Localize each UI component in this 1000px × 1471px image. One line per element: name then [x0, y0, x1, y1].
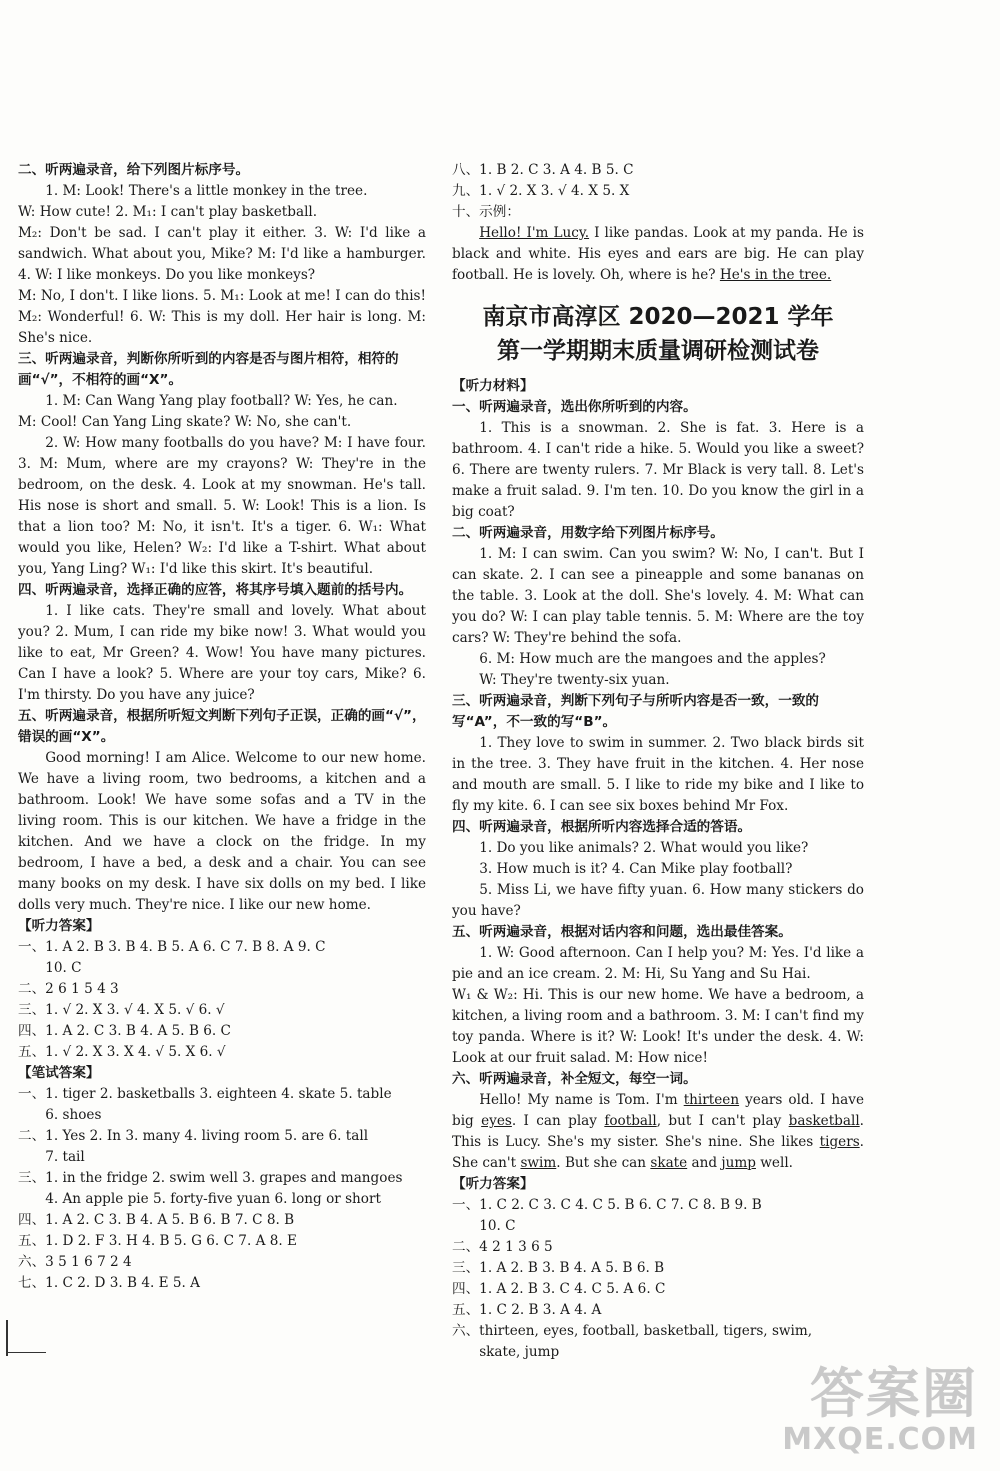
text-line: 1. This is a snowman. 2. She is fat. 3. Here is a bathroom. 4. I can't ride a hike. 5. Would you like a sweet? 6. There are twenty rulers. 7. Mr Black is very tall. 8. Let's make a fruit salad. 9. I'm ten. 10. Do you know the girl in a big coat?	[452, 420, 864, 520]
text-line: 五、1. C 2. B 3. A 4. A	[452, 1302, 602, 1318]
text-line: 七、1. C 2. D 3. B 4. E 5. A	[18, 1275, 200, 1291]
section-heading: 三、听两遍录音，判断你所听到的内容是否与图片相符，相符的画“√”，不相符的画“X”。	[18, 351, 399, 388]
example-underline-2: He's in the tree.	[719, 267, 832, 283]
text-line: skate, jump	[479, 1344, 560, 1360]
text-line: 1. I like cats. They're small and lovely. What about you? 2. Mum, I can ride my bike now! 3. What would you like to eat, Mr Green? 4. Wow! You have many pictures. Can I have a look? 5. Where are your toy cars, Mike? 6. I'm thirsty. Do you have any juice?	[18, 603, 426, 703]
text-line: W₁ & W₂: Hi. This is our new home. We have a bedroom, a kitchen, a living room and a bathroom. 3. M: I can't find my toy panda. Where is it? W: Look! It's under the desk. 4. W: Look at our fruit salad. M: How nice!	[452, 987, 864, 1066]
text-line: 三、1. √ 2. X 3. √ 4. X 5. √ 6. √	[18, 1002, 225, 1018]
section-heading: 【听力材料】	[452, 378, 534, 394]
text-line: 6. M: How much are the mangoes and the apples?	[479, 651, 826, 667]
exam-title-line-1: 南京市高淳区 2020—2021 学年	[482, 304, 834, 330]
cloze-answer: skate	[650, 1155, 688, 1171]
cloze-answer: football	[604, 1113, 657, 1129]
text-line: 四、1. A 2. C 3. B 4. A 5. B 6. B 7. C 8. B	[18, 1212, 295, 1228]
cloze-text: . I can play	[511, 1113, 605, 1129]
example-underline-1: Hello! I'm Lucy.	[479, 225, 590, 241]
text-line: 五、1. D 2. F 3. H 4. B 5. G 6. C 7. A 8. E	[18, 1233, 297, 1249]
cloze-text: well.	[755, 1155, 793, 1171]
watermark-logo-text: 答案圈	[810, 1362, 978, 1425]
example-text: I like pandas. Look at my panda. He is black and white. His eyes and ears are big. He can play football. He is lovely. Oh, where is he?	[452, 225, 864, 283]
text-line: 1. They love to swim in summer. 2. Two black birds sit in the tree. 3. They have fruit in the kitchen. 4. Her nose and mouth are small. 5. I like to ride my bike and I like to fly my kite. 6. I can see six boxes behind Mr Fox.	[452, 735, 864, 814]
text-line: 1. M: Look! There's a little monkey in the tree.	[45, 183, 368, 199]
text-line: 二、4 2 1 3 6 5	[452, 1239, 553, 1255]
cloze-text: and	[687, 1155, 722, 1171]
text-line: 一、1. tiger 2. basketballs 3. eighteen 4. skate 5. table	[18, 1086, 392, 1102]
text-line: 六、thirteen, eyes, football, basketball, tigers, swim,	[452, 1323, 813, 1339]
section-heading: 三、听两遍录音，判断下列句子与所听内容是否一致，一致的写“A”，不一致的写“B”。	[452, 693, 820, 730]
section-heading: 【笔试答案】	[18, 1065, 100, 1081]
section-heading: 四、听两遍录音，选择正确的应答，将其序号填入题前的括号内。	[18, 582, 413, 598]
text-line: 4. An apple pie 5. forty-five yuan 6. long or short	[45, 1191, 381, 1207]
text-line: 三、1. A 2. B 3. B 4. A 5. B 6. B	[452, 1260, 665, 1276]
text-line: 1. M: I can swim. Can you swim? W: No, I can't. But I can skate. 2. I can see a pineapple and some bananas on the table. 3. Look at the doll. She's lovely. 4. M: What can you do? W: I can play table tennis. 5. M: Where are the toy cars? W: They're behind the sofa.	[452, 546, 864, 646]
section-heading: 二、听两遍录音，用数字给下列图片标序号。	[452, 525, 724, 541]
cloze-text: . This is Lucy. She's my sister. She's nine. She likes	[452, 1113, 864, 1150]
text-line: 十、示例：	[452, 204, 520, 220]
text-line: 1. Do you like animals? 2. What would you like?	[479, 840, 809, 856]
cloze-answer: tigers	[819, 1134, 860, 1150]
text-line: 5. Miss Li, we have fifty yuan. 6. How many stickers do you have?	[452, 882, 864, 919]
text-line: 五、1. √ 2. X 3. X 4. √ 5. X 6. √	[18, 1044, 226, 1060]
example-paragraph	[452, 223, 864, 286]
section-heading: 四、听两遍录音，根据所听内容选择合适的答语。	[452, 819, 752, 835]
cloze-answer: jump	[721, 1155, 756, 1171]
section-heading: 六、听两遍录音，补全短文，每空一词。	[452, 1071, 697, 1087]
left-column	[18, 160, 426, 1294]
cloze-answer: eyes	[481, 1113, 512, 1129]
text-line: 一、1. A 2. B 3. B 4. B 5. A 6. C 7. B 8. A 9. C	[18, 939, 326, 955]
text-line: 一、1. C 2. C 3. C 4. C 5. B 6. C 7. C 8. B 9. B	[452, 1197, 762, 1213]
cloze-text: , but I can't play	[656, 1113, 789, 1129]
text-line: 三、1. in the fridge 2. swim well 3. grapes and mangoes	[18, 1170, 403, 1186]
answers-continued	[452, 160, 864, 223]
cloze-answer: swim	[520, 1155, 557, 1171]
text-line: M₂: Don't be sad. I can't play it either. 3. W: I'd like a sandwich. What about you, Mike? M: I'd like a hamburger. 4. W: I like monkeys. Do you like monkeys?	[18, 225, 426, 283]
text-line: 1. M: Can Wang Yang play football? W: Yes, he can.	[45, 393, 398, 409]
text-line: 3. How much is it? 4. Can Mike play football?	[479, 861, 793, 877]
text-line: 六、3 5 1 6 7 2 4	[18, 1254, 132, 1270]
exam-title	[452, 300, 864, 368]
text-line: 2. W: How many footballs do you have? M: I have four. 3. M: Mum, where are my crayons? W: They're in the bedroom, on the desk. 4. Look at my snowman. He's tall. His nose is short and small. 5. W: Look! This is a lion. Is that a lion too? M: No, it isn't. It's a tiger. 6. W₁: What would you like, Helen? W₂: I'd like a T-shirt. What about you, Yang Ling? W₁: I'd like this skirt. It's beautiful.	[18, 435, 426, 577]
section-heading: 五、听两遍录音，根据所听短文判断下列句子正误，正确的画“√”，错误的画“X”。	[18, 708, 426, 745]
section-heading: 一、听两遍录音，选出你所听到的内容。	[452, 399, 697, 415]
right-column	[452, 160, 864, 1363]
section-heading: 二、听两遍录音，给下列图片标序号。	[18, 162, 250, 178]
text-line: M: No, I don't. I like lions. 5. M₁: Look at me! I can do this! M₂: Wonderful! 6. W: This is my doll. Her hair is long. M: She's nice.	[18, 288, 426, 346]
text-line: 四、1. A 2. B 3. C 4. C 5. A 6. C	[452, 1281, 666, 1297]
cloze-text: . She can't	[452, 1134, 864, 1171]
cloze-paragraph	[452, 1090, 864, 1174]
listening-answers	[452, 1174, 864, 1363]
text-line: 二、1. Yes 2. In 3. many 4. living room 5. are 6. tall	[18, 1128, 369, 1144]
text-line: 7. tail	[45, 1149, 85, 1165]
page-rule	[6, 1352, 46, 1353]
cloze-answer: thirteen	[683, 1092, 740, 1108]
exam-title-line-2: 第一学期期末质量调研检测试卷	[497, 338, 819, 364]
text-line: Good morning! I am Alice. Welcome to our new home. We have a living room, two bedrooms, a kitchen and a bathroom. Look! We have some sofas and a TV in the living room. This is our kitchen. We have a fridge in the kitchen. And we have a clock on the fridge. In my bedroom, I have a bed, a desk and a chair. You can see many books on my desk. I have six dolls on my bed. I like dolls very much. They're nice. I like our new home.	[18, 750, 426, 913]
text-line: 6. shoes	[45, 1107, 102, 1123]
text-line: 四、1. A 2. C 3. B 4. A 5. B 6. C	[18, 1023, 231, 1039]
cloze-text: . But she can	[556, 1155, 651, 1171]
text-line: 10. C	[479, 1218, 516, 1234]
cloze-text: years old. I have big	[452, 1092, 864, 1129]
text-line: 九、1. √ 2. X 3. √ 4. X 5. X	[452, 183, 630, 199]
cloze-text: Hello! My name is Tom. I'm	[479, 1092, 684, 1108]
text-line: 10. C	[45, 960, 82, 976]
watermark	[782, 1351, 978, 1457]
section-heading: 【听力答案】	[18, 918, 100, 934]
text-line: 1. W: Good afternoon. Can I help you? M: Yes. I'd like a pie and an ice cream. 2. M: Hi, Su Yang and Su Hai.	[452, 945, 864, 982]
text-line: 二、2 6 1 5 4 3	[18, 981, 119, 997]
cloze-answer: basketball	[788, 1113, 860, 1129]
watermark-url: MXQE.COM	[782, 1422, 978, 1457]
listening-material	[452, 376, 864, 1090]
margin-mark	[6, 1320, 8, 1356]
text-line: 八、1. B 2. C 3. A 4. B 5. C	[452, 162, 634, 178]
text-line: M: Cool! Can Yang Ling skate? W: No, she can't.	[18, 414, 352, 430]
text-line: W: They're twenty-six yuan.	[479, 672, 670, 688]
section-heading: 【听力答案】	[452, 1176, 534, 1192]
text-line: W: How cute! 2. M₁: I can't play basketball.	[18, 204, 318, 220]
section-heading: 五、听两遍录音，根据对话内容和问题，选出最佳答案。	[452, 924, 792, 940]
